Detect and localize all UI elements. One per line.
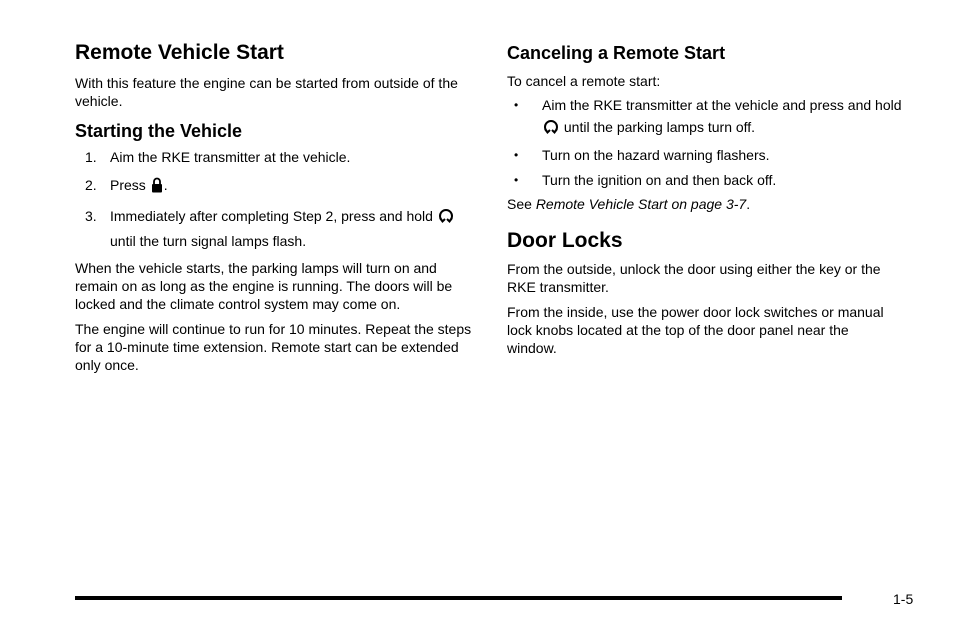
list-item (507, 94, 902, 141)
step-text (110, 174, 475, 199)
left-column (75, 40, 475, 374)
intro-paragraph: With this feature the engine can be started from outside of the vehicle. (75, 75, 458, 109)
footer-rule (75, 596, 842, 600)
subsection-title-starting-the-vehicle: Starting the Vehicle (75, 121, 243, 141)
steps-list (75, 146, 475, 252)
bullet-text-post: until the parking lamps turn off. (563, 119, 756, 135)
list-item (75, 146, 475, 168)
step-number: 1. (85, 149, 97, 165)
step-text-post: until the turn signal lamps flash. (110, 233, 307, 249)
step-number: 3. (85, 208, 97, 224)
paragraph-engine-runtime: The engine will continue to run for 10 minutes. Repeat the steps for a 10-minute time extension. Remote start can be extended only once. (75, 321, 472, 373)
paragraph-vehicle-starts: When the vehicle starts, the parking lamps will turn on and remain on as long as the engine is running. The doors will be locked and the climate control system may come on. (75, 260, 453, 312)
bullet-icon: • (514, 173, 519, 187)
see-prefix: See (507, 196, 532, 212)
step-text-pre: Press (110, 177, 146, 193)
door-locks-outside-paragraph: From the outside, unlock the door using either the key or the RKE transmitter. (507, 261, 881, 295)
right-column (507, 40, 902, 357)
step-text: Aim the RKE transmitter at the vehicle. (110, 149, 351, 165)
section-title-remote-vehicle-start: Remote Vehicle Start (75, 41, 284, 64)
section-title-door-locks: Door Locks (507, 229, 623, 252)
cancel-intro: To cancel a remote start: (507, 73, 661, 89)
step-number: 2. (85, 177, 97, 193)
cancel-bullets (507, 94, 902, 191)
list-item (507, 169, 902, 191)
bullet-text: Turn the ignition on and then back off. (542, 172, 777, 188)
list-item (75, 205, 475, 252)
step-text-pre: Immediately after completing Step 2, press and hold (110, 208, 433, 224)
list-item (507, 144, 902, 166)
remote-start-icon (543, 119, 559, 141)
see-reference (507, 195, 902, 213)
bullet-icon: • (514, 98, 519, 112)
bullet-text (542, 94, 902, 141)
subsection-title-canceling-remote-start: Canceling a Remote Start (507, 43, 726, 63)
step-text (110, 205, 475, 252)
see-suffix: . (746, 196, 751, 212)
lock-icon (151, 177, 163, 199)
page-number: 1-5 (893, 591, 914, 607)
step-text-post: . (163, 177, 168, 193)
bullet-text: Turn on the hazard warning flashers. (542, 147, 770, 163)
bullet-text-pre: Aim the RKE transmitter at the vehicle and press and hold (542, 97, 902, 113)
bullet-icon: • (514, 148, 519, 162)
list-item (75, 174, 475, 199)
cross-reference-link: Remote Vehicle Start on page 3-7 (535, 196, 747, 212)
remote-start-icon (438, 208, 454, 230)
door-locks-inside-paragraph: From the inside, use the power door lock switches or manual lock knobs located at the top of the door panel near the window. (507, 304, 884, 356)
